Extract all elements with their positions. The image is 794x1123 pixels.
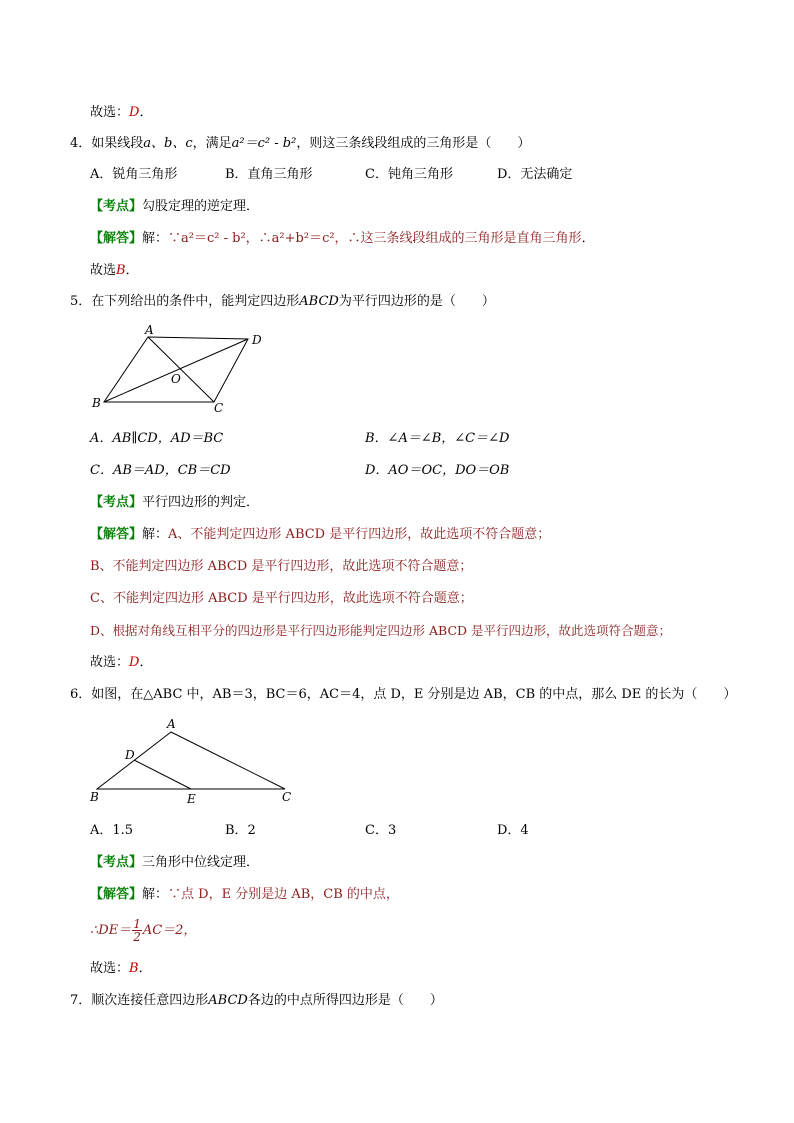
jieda-prefix: 解：: [142, 527, 169, 542]
q4-vars: a、b、c: [143, 136, 193, 151]
midline-de: [134, 760, 191, 789]
q5-stem: [70, 293, 495, 311]
jieda-label: 【解答】: [90, 527, 143, 542]
q5-jieda-line-4: D、根据对角线互相平分的四边形是平行四边形能判定四边形 ABCD 是平行四边形，故此选项符合题意；: [90, 623, 672, 638]
q6-kaodian: [90, 854, 259, 872]
q6-formula: [90, 916, 196, 946]
q7-stem-var: ABCD: [208, 993, 248, 1008]
q6-jieda: [90, 886, 399, 904]
q7-stem: [70, 992, 443, 1010]
q5-option-a: A．AB∥CD，AD＝BC: [90, 431, 224, 446]
q4-stem: [70, 135, 530, 153]
q4-option-c: C．钝角三角形: [365, 167, 453, 182]
label-a: A: [145, 323, 154, 337]
fraction-denominator: 2: [133, 930, 141, 944]
answer-label: 故选：: [90, 961, 130, 976]
q4-answer-line: [90, 262, 139, 280]
q5-answer-line: [90, 654, 152, 672]
answer-tail: ．: [139, 105, 153, 120]
q4-stem-c: ，则这三条线段组成的三角形是（ ）: [296, 136, 531, 151]
answer-tail: ．: [125, 263, 139, 278]
question-number: 4．: [70, 136, 92, 151]
formula-pre: ∴DE＝: [90, 923, 132, 938]
kaodian-label: 【考点】: [90, 199, 143, 214]
q4-option-b: B．直角三角形: [225, 167, 313, 182]
jieda-end: ．: [581, 231, 595, 246]
q5-stem-var: ABCD: [299, 294, 339, 309]
q5-jieda-line-2: B、不能判定四边形 ABCD 是平行四边形，故此选项不符合题意；: [90, 559, 473, 574]
jieda-text: ∵a²＝c² - b²，∴a²+b²＝c²，∴这三条线段组成的三角形是直角三角形: [168, 231, 582, 246]
q5-option-d: D．AO＝OC，DO＝OB: [365, 463, 510, 478]
answer-value: D: [129, 655, 140, 670]
question-number: 5．: [70, 294, 92, 309]
q4-kaodian: [90, 198, 259, 216]
q5-jieda-line-1: [90, 526, 550, 544]
q5-stem-tail: 为平行四边形的是（ ）: [338, 294, 495, 309]
kaodian-label: 【考点】: [90, 495, 143, 510]
question-number: 7．: [70, 993, 92, 1008]
fraction-numerator: 1: [133, 917, 141, 931]
diagonal-ac: [148, 337, 214, 402]
label-a: A: [167, 717, 176, 731]
q5-option-b: B．∠A＝∠B，∠C＝∠D: [365, 431, 510, 446]
label-d: D: [125, 748, 135, 762]
q6-option-c: C．3: [365, 823, 397, 838]
label-b: B: [90, 790, 99, 804]
q5-stem-a: 在下列给出的条件中，能判定四边形: [91, 294, 300, 309]
jieda-text: A、不能判定四边形 ABCD 是平行四边形，故此选项不符合题意；: [168, 527, 551, 542]
label-b: B: [92, 396, 101, 410]
q4-stem-a: 如果线段: [91, 136, 144, 151]
kaodian-text: 三角形中位线定理．: [142, 855, 260, 870]
q4-jieda: [90, 230, 595, 248]
jieda-prefix: 解：: [142, 887, 169, 902]
question-number: 6．: [70, 687, 92, 702]
answer-label: 故选: [90, 263, 117, 278]
answer-value: D: [129, 105, 140, 120]
q6-option-a: A．1.5: [90, 823, 134, 838]
label-e: E: [187, 792, 196, 806]
q5-option-c: C．AB＝AD，CB＝CD: [90, 463, 231, 478]
triangle-figure: [85, 715, 300, 807]
q4-option-d: D．无法确定: [497, 167, 573, 182]
answer-label: 故选：: [90, 655, 130, 670]
jieda-label: 【解答】: [90, 231, 143, 246]
q5-kaodian: [90, 494, 259, 512]
kaodian-text: 勾股定理的逆定理．: [142, 199, 260, 214]
q3-answer-line: [90, 104, 152, 122]
label-d: D: [252, 333, 262, 347]
jieda-prefix: 解：: [142, 231, 169, 246]
q6-stem: [70, 686, 736, 704]
answer-label: 故选：: [90, 105, 130, 120]
kaodian-text: 平行四边形的判定．: [142, 495, 260, 510]
q6-stem-text: 如图，在△ABC 中，AB＝3，BC＝6，AC＝4，点 D，E 分别是边 AB，CB 的中点，那么 DE 的长为（ ）: [91, 687, 737, 702]
parallelogram-figure: [88, 322, 278, 414]
label-c: C: [214, 401, 224, 414]
jieda-text: ∵点 D，E 分别是边 AB，CB 的中点，: [168, 887, 399, 902]
q6-answer-line: [90, 960, 152, 978]
label-o: O: [171, 372, 181, 386]
answer-value: B: [129, 961, 139, 976]
answer-tail: ．: [139, 655, 153, 670]
q7-stem-a: 顺次连接任意四边形: [91, 993, 209, 1008]
formula-post: AC＝2，: [142, 923, 197, 938]
fraction: [132, 918, 142, 943]
q5-jieda-line-3: C、不能判定四边形 ABCD 是平行四边形，故此选项不符合题意；: [90, 591, 473, 606]
q4-option-a: A．锐角三角形: [90, 167, 178, 182]
q4-stem-b: ，满足: [192, 136, 232, 151]
jieda-label: 【解答】: [90, 887, 143, 902]
answer-value: B: [116, 263, 126, 278]
q4-equation: a²＝c² - b²: [231, 136, 297, 151]
kaodian-label: 【考点】: [90, 855, 143, 870]
q6-option-d: D．4: [497, 823, 529, 838]
label-c: C: [282, 790, 292, 804]
q7-stem-b: 各边的中点所得四边形是（ ）: [247, 993, 443, 1008]
q6-option-b: B．2: [225, 823, 256, 838]
answer-tail: ．: [138, 961, 152, 976]
